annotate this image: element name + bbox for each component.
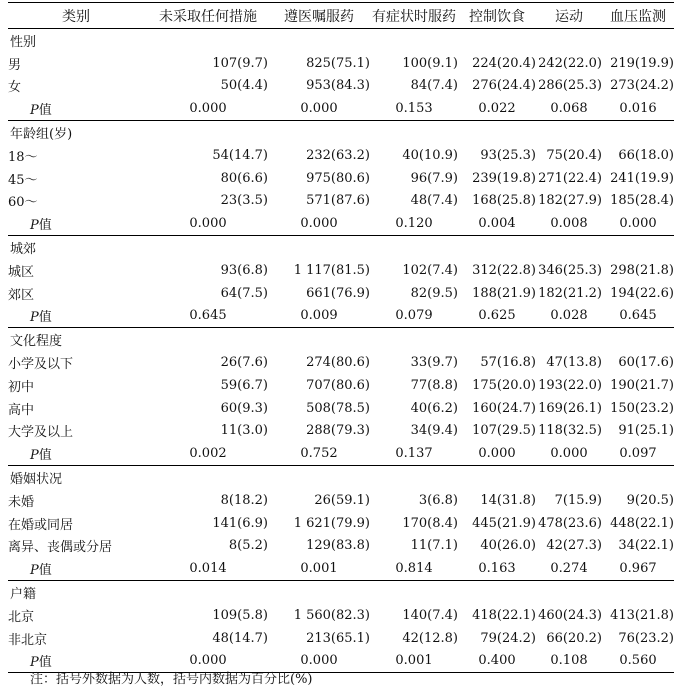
data-cell: 93(25.3) [480, 147, 536, 163]
p-letter: P [30, 218, 39, 234]
data-cell: 312(22.8) [472, 262, 536, 278]
table-row [8, 397, 674, 420]
data-cell: 129(83.8) [306, 538, 370, 554]
table-row [8, 489, 674, 512]
data-cell: 185(28.4) [610, 193, 674, 209]
p-value-row [8, 212, 674, 235]
data-cell: 23(3.5) [220, 193, 268, 209]
p-letter: P [30, 310, 39, 326]
data-cell: 107(9.7) [212, 55, 268, 71]
data-cell: 34(22.1) [618, 538, 674, 554]
p-suffix: 值 [38, 655, 52, 671]
data-cell: 40(10.9) [402, 147, 458, 163]
table-row [8, 167, 674, 190]
row-label: 高中 [8, 402, 35, 418]
data-cell: 96(7.9) [410, 170, 458, 186]
header-bp-monitoring: 血压监测 [602, 3, 674, 29]
p-value-label [8, 212, 148, 235]
data-cell: 508(78.5) [306, 400, 370, 416]
p-value-cell: 0.002 [148, 442, 268, 465]
data-cell: 84(7.4) [410, 78, 458, 94]
data-cell: 1 560(82.3) [293, 607, 370, 623]
row-label: 男 [8, 57, 22, 73]
data-cell: 413(21.8) [610, 607, 674, 623]
group-title: 城郊 [10, 242, 37, 258]
data-cell: 271(22.4) [538, 170, 602, 186]
data-cell: 48(7.4) [410, 193, 458, 209]
table-body [8, 29, 674, 673]
data-cell: 26(7.6) [220, 355, 268, 371]
table-row [8, 351, 674, 374]
row-label: 小学及以下 [8, 357, 74, 373]
row-label: 大学及以上 [8, 425, 74, 441]
p-value-cell: 0.274 [536, 557, 602, 580]
data-cell: 219(19.9) [610, 55, 674, 71]
p-value-cell: 0.022 [458, 97, 536, 120]
data-cell: 66(20.2) [546, 630, 602, 646]
data-cell: 170(8.4) [402, 515, 458, 531]
data-cell: 276(24.4) [472, 78, 536, 94]
data-cell: 48(14.7) [212, 630, 268, 646]
group-header-row [8, 328, 674, 351]
data-cell: 175(20.0) [472, 377, 536, 393]
p-suffix: 值 [38, 310, 52, 326]
data-cell: 242(22.0) [538, 55, 602, 71]
p-value-cell: 0.028 [536, 305, 602, 328]
data-cell: 286(25.3) [538, 78, 602, 94]
p-value-cell: 0.163 [458, 557, 536, 580]
p-value-cell: 0.014 [148, 557, 268, 580]
p-value-cell: 0.645 [148, 305, 268, 328]
data-cell: 478(23.6) [538, 515, 602, 531]
data-cell: 8(5.2) [228, 538, 268, 554]
data-cell: 224(20.4) [472, 55, 536, 71]
p-value-cell: 0.000 [148, 97, 268, 120]
data-cell: 11(3.0) [220, 423, 268, 439]
p-value-cell: 0.000 [148, 212, 268, 235]
data-cell: 141(6.9) [212, 515, 268, 531]
p-value-cell: 0.000 [602, 212, 674, 235]
data-cell: 9(20.5) [626, 492, 674, 508]
p-value-cell: 0.752 [268, 442, 370, 465]
p-value-cell: 0.000 [268, 97, 370, 120]
data-cell: 14(31.8) [480, 492, 536, 508]
group-header-row [8, 236, 674, 259]
p-value-cell: 0.000 [148, 650, 268, 673]
group-header-row [8, 121, 674, 144]
data-cell: 975(80.6) [306, 170, 370, 186]
header-exercise: 运动 [536, 3, 602, 29]
data-cell: 418(22.1) [472, 607, 536, 623]
data-cell: 274(80.6) [306, 355, 370, 371]
data-cell: 288(79.3) [306, 423, 370, 439]
group-title: 文化程度 [10, 334, 63, 350]
row-label: 60～ [8, 195, 38, 211]
data-cell: 59(6.7) [220, 377, 268, 393]
p-value-label [8, 442, 148, 465]
p-value-row [8, 442, 674, 465]
data-cell: 298(21.8) [610, 262, 674, 278]
p-value-cell: 0.137 [370, 442, 458, 465]
data-cell: 213(65.1) [306, 630, 370, 646]
p-value-cell: 0.814 [370, 557, 458, 580]
data-cell: 76(23.2) [618, 630, 674, 646]
data-cell: 160(24.7) [472, 400, 536, 416]
p-value-cell: 0.016 [602, 97, 674, 120]
data-cell: 182(21.2) [538, 285, 602, 301]
row-label: 18～ [8, 149, 38, 165]
header-symptom-medication: 有症状时服药 [370, 3, 458, 29]
data-cell: 82(9.5) [410, 285, 458, 301]
p-suffix: 值 [38, 218, 52, 234]
table-header [8, 3, 674, 29]
p-value-cell: 0.000 [458, 442, 536, 465]
data-cell: 232(63.2) [306, 147, 370, 163]
table-footnote: 注：括号外数据为人数，括号内数据为百分比(%) [30, 672, 313, 687]
data-cell: 241(19.9) [610, 170, 674, 186]
row-label: 女 [8, 80, 22, 96]
group-title: 婚姻状况 [10, 472, 63, 488]
header-no-measure: 未采取任何措施 [148, 3, 268, 29]
p-value-cell: 0.000 [268, 212, 370, 235]
p-value-label [8, 557, 148, 580]
p-value-cell: 0.153 [370, 97, 458, 120]
row-label: 郊区 [8, 287, 35, 303]
data-cell: 42(27.3) [546, 538, 602, 554]
p-suffix: 值 [38, 563, 52, 579]
table-row [8, 259, 674, 282]
data-cell: 169(26.1) [538, 400, 602, 416]
row-label: 离异、丧偶或分居 [8, 540, 113, 556]
data-cell: 346(25.3) [538, 262, 602, 278]
group-title: 户籍 [10, 587, 37, 603]
data-cell: 11(7.1) [410, 538, 458, 554]
p-value-cell: 0.400 [458, 650, 536, 673]
p-letter: P [30, 448, 39, 464]
p-value-cell: 0.068 [536, 97, 602, 120]
data-cell: 707(80.6) [306, 377, 370, 393]
data-cell: 193(22.0) [538, 377, 602, 393]
row-label: 城区 [8, 264, 35, 280]
data-cell: 460(24.3) [538, 607, 602, 623]
data-cell: 93(6.8) [220, 262, 268, 278]
row-label: 初中 [8, 379, 35, 395]
p-value-cell: 0.645 [602, 305, 674, 328]
data-cell: 150(23.2) [610, 400, 674, 416]
p-value-cell: 0.560 [602, 650, 674, 673]
p-letter: P [30, 563, 39, 579]
row-label: 未婚 [8, 494, 35, 510]
p-value-cell: 0.000 [536, 442, 602, 465]
p-value-cell: 0.008 [536, 212, 602, 235]
data-cell: 57(16.8) [480, 355, 536, 371]
p-value-row [8, 305, 674, 328]
table-row [8, 52, 674, 75]
p-value-row [8, 97, 674, 120]
group-header-row [8, 581, 674, 604]
data-cell: 825(75.1) [306, 55, 370, 71]
header-medication: 遵医嘱服药 [268, 3, 370, 29]
row-label: 在婚或同居 [8, 517, 74, 533]
data-cell: 3(6.8) [418, 492, 458, 508]
p-value-cell: 0.004 [458, 212, 536, 235]
data-cell: 118(32.5) [538, 423, 602, 439]
data-cell: 571(87.6) [306, 193, 370, 209]
data-cell: 50(4.4) [220, 78, 268, 94]
table-row [8, 512, 674, 535]
data-cell: 77(8.8) [410, 377, 458, 393]
data-cell: 60(17.6) [618, 355, 674, 371]
p-value-cell: 0.001 [268, 557, 370, 580]
row-label: 45～ [8, 172, 38, 188]
data-cell: 190(21.7) [610, 377, 674, 393]
statistics-table [8, 2, 674, 673]
group-header-row [8, 29, 674, 52]
data-cell: 34(9.4) [410, 423, 458, 439]
group-title: 年龄组(岁) [10, 127, 73, 143]
p-value-cell: 0.108 [536, 650, 602, 673]
table-row [8, 420, 674, 443]
row-label: 非北京 [8, 632, 48, 648]
p-value-cell: 0.009 [268, 305, 370, 328]
data-cell: 8(18.2) [220, 492, 268, 508]
data-cell: 188(21.9) [472, 285, 536, 301]
group-header-row [8, 466, 674, 489]
table-row [8, 374, 674, 397]
table-row [8, 144, 674, 167]
data-cell: 40(6.2) [410, 400, 458, 416]
data-cell: 7(15.9) [554, 492, 602, 508]
data-cell: 140(7.4) [402, 607, 458, 623]
data-cell: 54(14.7) [212, 147, 268, 163]
data-cell: 47(13.8) [546, 355, 602, 371]
data-cell: 26(59.1) [314, 492, 370, 508]
table-row [8, 190, 674, 213]
p-value-cell: 0.000 [268, 650, 370, 673]
p-value-cell: 0.001 [370, 650, 458, 673]
data-cell: 1 621(79.9) [293, 515, 370, 531]
p-value-label [8, 305, 148, 328]
data-cell: 107(29.5) [472, 423, 536, 439]
data-cell: 182(27.9) [538, 193, 602, 209]
p-value-cell: 0.120 [370, 212, 458, 235]
data-cell: 273(24.2) [610, 78, 674, 94]
data-cell: 448(22.1) [610, 515, 674, 531]
data-cell: 109(5.8) [212, 607, 268, 623]
table-row [8, 627, 674, 650]
table-row [8, 535, 674, 558]
header-category: 类别 [8, 3, 148, 29]
row-label: 北京 [8, 609, 35, 625]
p-value-label [8, 97, 148, 120]
header-row [8, 3, 674, 29]
p-value-cell: 0.967 [602, 557, 674, 580]
table-row [8, 604, 674, 627]
data-cell: 194(22.6) [610, 285, 674, 301]
data-cell: 80(6.6) [220, 170, 268, 186]
data-cell: 239(19.8) [472, 170, 536, 186]
data-cell: 953(84.3) [306, 78, 370, 94]
p-letter: P [30, 655, 39, 671]
group-title: 性别 [10, 34, 37, 50]
table-row [8, 282, 674, 305]
p-value-cell: 0.079 [370, 305, 458, 328]
data-cell: 102(7.4) [402, 262, 458, 278]
data-cell: 40(26.0) [480, 538, 536, 554]
data-cell: 64(7.5) [220, 285, 268, 301]
data-cell: 75(20.4) [546, 147, 602, 163]
data-cell: 60(9.3) [220, 400, 268, 416]
p-value-cell: 0.097 [602, 442, 674, 465]
p-letter: P [30, 103, 39, 119]
data-cell: 66(18.0) [618, 147, 674, 163]
data-cell: 168(25.8) [472, 193, 536, 209]
p-suffix: 值 [38, 448, 52, 464]
data-cell: 100(9.1) [402, 55, 458, 71]
table-row [8, 75, 674, 98]
data-cell: 661(76.9) [306, 285, 370, 301]
p-value-cell: 0.625 [458, 305, 536, 328]
header-diet-control: 控制饮食 [458, 3, 536, 29]
data-cell: 79(24.2) [480, 630, 536, 646]
data-cell: 33(9.7) [410, 355, 458, 371]
data-cell: 1 117(81.5) [293, 262, 370, 278]
data-cell: 91(25.1) [618, 423, 674, 439]
data-cell: 42(12.8) [402, 630, 458, 646]
p-value-row [8, 557, 674, 580]
p-suffix: 值 [38, 103, 52, 119]
data-cell: 445(21.9) [472, 515, 536, 531]
